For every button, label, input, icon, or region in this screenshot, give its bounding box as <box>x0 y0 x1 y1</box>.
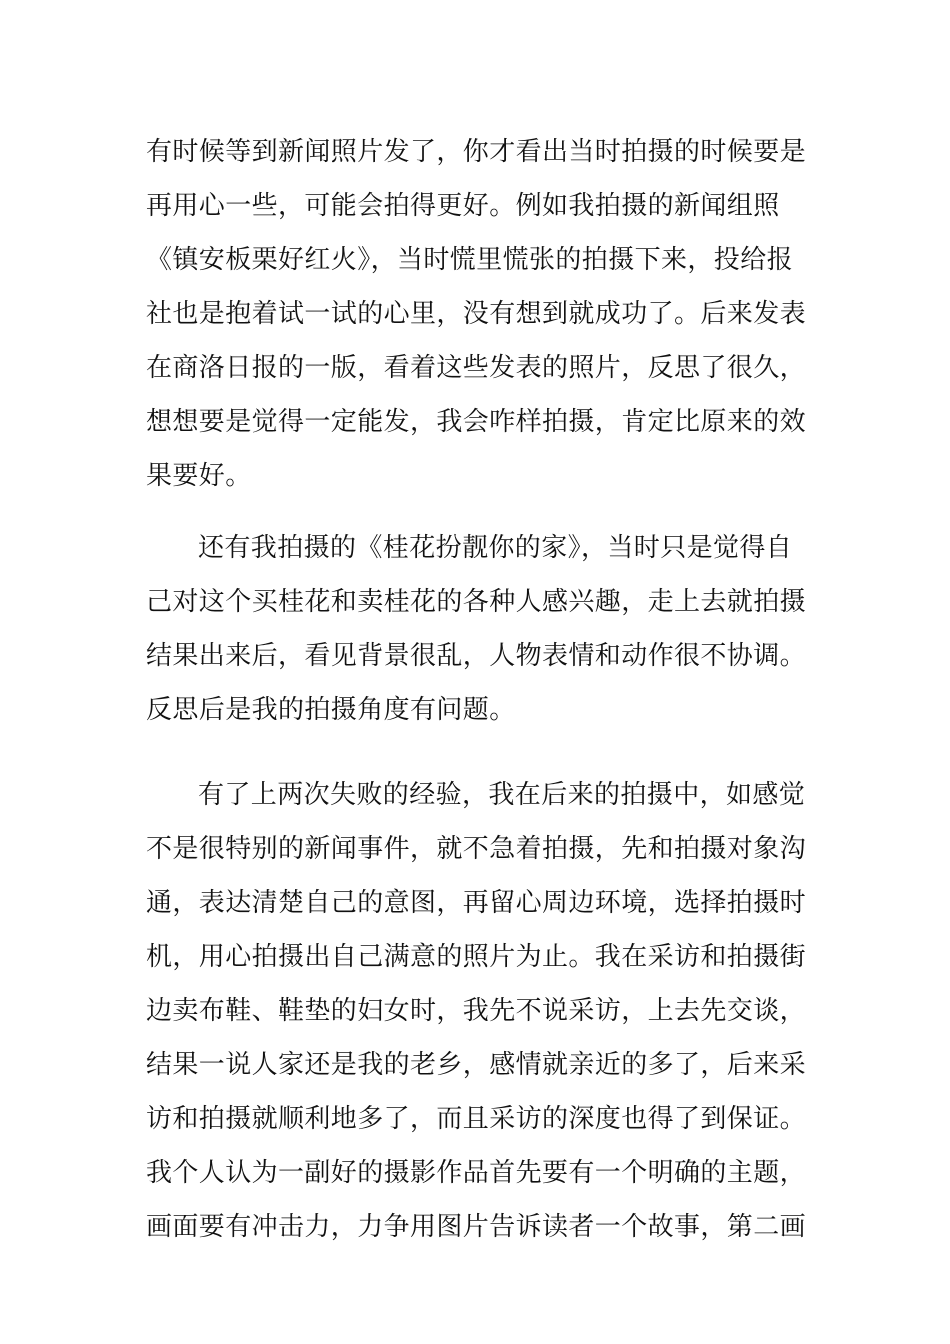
text-line: 访和拍摄就顺利地多了，而且采访的深度也得了到保证。 <box>146 1104 807 1134</box>
text-line: 果要好。 <box>146 461 252 491</box>
paragraph-2 <box>146 521 808 737</box>
text-line: 《镇安板栗好红火》，当时慌里慌张的拍摄下来，投给报 <box>146 245 794 275</box>
text-line: 想想要是觉得一定能发，我会咋样拍摄，肯定比原来的效 <box>146 407 807 437</box>
text-line: 社也是抱着试一试的心里，没有想到就成功了。后来发表 <box>146 299 807 329</box>
text-line: 边卖布鞋、鞋垫的妇女时，我先不说采访，上去先交谈， <box>146 996 807 1026</box>
text-line: 再用心一些，可能会拍得更好。例如我拍摄的新闻组照 <box>146 191 780 221</box>
text-line: 还有我拍摄的《桂花扮靓你的家》，当时只是觉得自 <box>198 533 793 563</box>
text-line: 己对这个买桂花和卖桂花的各种人感兴趣，走上去就拍摄 <box>146 587 807 617</box>
text-line: 在商洛日报的一版，看着这些发表的照片，反思了很久， <box>146 353 807 383</box>
text-line: 不是很特别的新闻事件，就不急着拍摄，先和拍摄对象沟 <box>146 834 807 864</box>
text-line: 有时候等到新闻照片发了，你才看出当时拍摄的时候要是 <box>146 137 807 167</box>
paragraph-1 <box>146 125 808 503</box>
text-line: 结果出来后，看见背景很乱，人物表情和动作很不协调。 <box>146 641 807 671</box>
text-line: 结果一说人家还是我的老乡，感情就亲近的多了，后来采 <box>146 1050 807 1080</box>
text-line: 反思后是我的拍摄角度有问题。 <box>146 695 516 725</box>
text-line: 我个人认为一副好的摄影作品首先要有一个明确的主题， <box>146 1158 807 1188</box>
text-line: 通，表达清楚自己的意图，再留心周边环境，选择拍摄时 <box>146 888 807 918</box>
text-line: 有了上两次失败的经验，我在后来的拍摄中，如感觉 <box>198 780 806 810</box>
text-line: 机，用心拍摄出自己满意的照片为止。我在采访和拍摄街 <box>146 942 807 972</box>
paragraph-3 <box>146 768 808 1254</box>
text-line: 画面要有冲击力，力争用图片告诉读者一个故事，第二画 <box>146 1212 807 1242</box>
